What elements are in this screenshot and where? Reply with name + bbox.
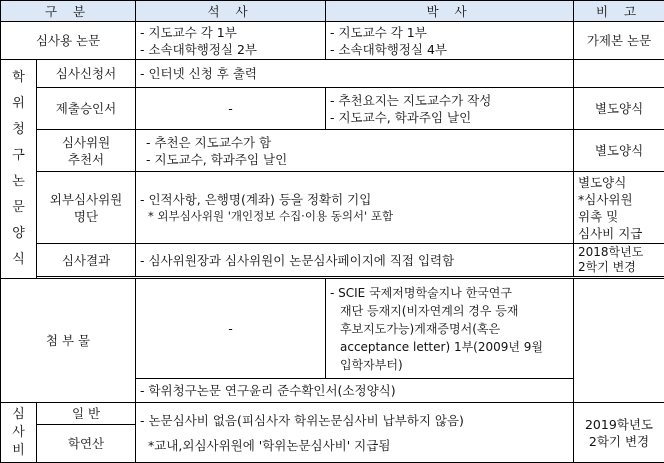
external-committee-label: 외부심사위원 명단 — [37, 172, 136, 244]
committee-recommendation-note: 별도양식 — [574, 130, 664, 172]
review-copy-master: - 지도교수 각 1부 - 소속대학행정실 2부 — [136, 22, 326, 60]
header-category: 구 분 — [1, 1, 136, 22]
review-result-content: - 심사위원장과 심사위원이 논문심사페이지에 직접 입력함 — [136, 244, 574, 277]
external-committee-note: 별도양식 *심사위원 위촉 및 심사비 지급 — [574, 172, 664, 244]
degree-request-form-label: 학 위 청 구 논 문 양 식 — [1, 60, 37, 279]
fee-research-label: 학연산 — [37, 425, 136, 463]
attachments-master: - — [136, 279, 326, 379]
review-result-note: 2018학년도 2학기 변경 — [574, 244, 664, 277]
header-master: 석 사 — [136, 1, 326, 22]
attachments-label: 첨 부 물 — [1, 279, 136, 403]
committee-recommendation-label: 심사위원 추천서 — [37, 130, 136, 172]
review-copy-note: 가제본 논문 — [574, 22, 664, 60]
fee-general-label: 일 반 — [37, 403, 136, 425]
committee-recommendation-content: - 추천은 지도교수가 함 - 지도교수, 학과주임 날인 — [136, 130, 574, 172]
submission-approval-master: - — [136, 88, 326, 130]
fee-note: 2019학년도 2학기 변경 — [574, 403, 664, 463]
application-label: 심사신청서 — [37, 60, 136, 88]
header-doctor: 박 사 — [326, 1, 574, 22]
submission-approval-label: 제출승인서 — [37, 88, 136, 130]
attachments-doctor: - SCIE 국제저명학술지나 한국연구 재단 등재지(비자연계의 경우 등재 후보지도가능)게재증명서(혹은 acceptance letter) 1부(2009년 9월 입학자부터) — [326, 279, 574, 379]
review-copy-doctor: - 지도교수 각 1부 - 소속대학행정실 4부 — [326, 22, 574, 60]
application-content: - 인터넷 신청 후 출력 — [136, 60, 574, 88]
attachments-ethics: - 학위청구논문 연구윤리 준수확인서(소정양식) — [136, 379, 574, 403]
fee-label: 심 사 비 — [1, 403, 37, 463]
application-note — [574, 60, 664, 88]
attachments-note — [574, 279, 664, 403]
header-note: 비 고 — [574, 1, 664, 22]
external-committee-content: - 인적사항, 은행명(계좌) 등을 정확히 기입 * 외부심사위원 '개인정보 수집·이용 동의서' 포함 — [136, 172, 574, 244]
fee-content: - 논문심사비 없음(피심사자 학위논문심사비 납부하지 않음) *교내,외심사위원에 '학위논문심사비' 지급됨 — [136, 403, 574, 463]
review-copy-label: 심사용 논문 — [1, 22, 136, 60]
submission-approval-doctor: - 추천요지는 지도교수가 작성 - 지도교수, 학과주임 날인 — [326, 88, 574, 130]
submission-approval-note: 별도양식 — [574, 88, 664, 130]
review-result-label: 심사결과 — [37, 244, 136, 277]
